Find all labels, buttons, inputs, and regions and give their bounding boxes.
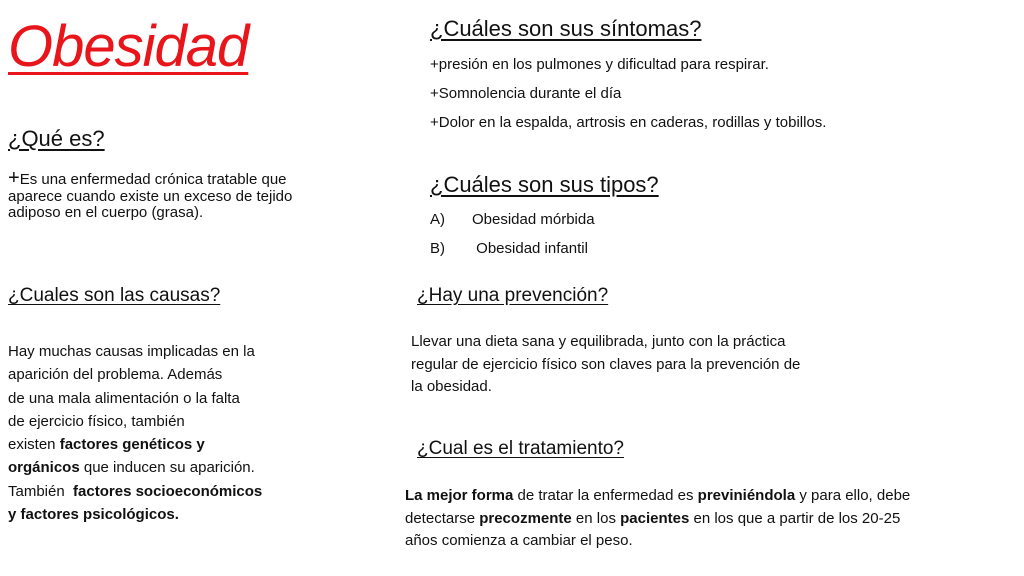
tipo-text-b: Obesidad infantil [472, 240, 588, 257]
tipo-letter-b: B) [430, 240, 445, 257]
tratamiento-line-2-a: detectarse [405, 509, 480, 527]
causas-heading: ¿Cuales son las causas? [8, 285, 221, 306]
causas-line-1: Hay muchas causas implicadas en la [8, 343, 255, 360]
prevencion-heading: ¿Hay una prevención? [417, 285, 609, 306]
tratamiento-line-2-e: en los que a partir de los 20-25 [689, 509, 901, 527]
prevencion-text [411, 331, 800, 399]
sintoma-item-1: +presión en los pulmones y dificultad para respirar. [430, 56, 769, 73]
prevencion-line-3: la obesidad. [411, 378, 492, 395]
tipo-item-b [430, 240, 588, 257]
sintomas-heading: ¿Cuáles son sus síntomas? [430, 16, 702, 41]
causas-line-6 [8, 456, 262, 479]
causas-line-8: y factores psicológicos. [8, 506, 179, 524]
causas-line-6-a: orgánicos [8, 459, 80, 477]
tipos-heading: ¿Cuáles son sus tipos? [430, 172, 659, 197]
sintoma-item-2: +Somnolencia durante el día [430, 85, 622, 102]
causas-line-6-b: que inducen su aparición. [79, 459, 255, 477]
causas-line-4: de ejercicio físico, también [8, 412, 185, 430]
tratamiento-line-1-b: de tratar la enfermedad es [513, 487, 698, 504]
causas-line-5 [8, 433, 262, 456]
que-es-line-3: adiposo en el cuerpo (grasa). [8, 203, 204, 221]
prevencion-line-2: regular de ejercicio físico son claves para la prevención de [411, 355, 801, 373]
que-es-text [8, 168, 353, 221]
causas-line-3: de una mala alimentación o la falta [8, 389, 240, 407]
tipo-letter-a: A) [430, 211, 445, 228]
tratamiento-text [405, 485, 910, 553]
tratamiento-line-1-d: y para ello, debe [795, 487, 911, 504]
causas-text [8, 340, 262, 526]
causas-line-5-b: factores genéticos y [59, 436, 205, 454]
causas-line-7 [8, 480, 262, 503]
causas-line-5-a: existen [8, 436, 60, 454]
tratamiento-line-3: años comienza a cambiar el peso. [405, 532, 633, 549]
causas-line-7-b: factores socioeconómicos [73, 482, 263, 500]
sintoma-item-3: +Dolor en la espalda, artrosis en caderas, rodillas y tobillos. [430, 114, 827, 131]
tipo-text-a: Obesidad mórbida [472, 211, 595, 228]
tratamiento-heading: ¿Cual es el tratamiento? [417, 438, 624, 459]
tratamiento-line-2-c: en los [571, 509, 621, 527]
causas-line-7-a: También [8, 482, 74, 500]
que-es-line-1: Es una enfermedad crónica tratable que [19, 171, 287, 188]
page-title: Obesidad [8, 14, 249, 79]
tratamiento-line-1-a: La mejor forma [405, 487, 514, 504]
tratamiento-line-2-b: precozmente [479, 509, 572, 527]
causas-line-2: aparición del problema. Además [8, 366, 223, 384]
tipo-item-a [430, 211, 595, 228]
tratamiento-line-1-c: previniéndola [697, 487, 796, 504]
tratamiento-line-2-d: pacientes [620, 509, 690, 527]
que-es-line-2: aparece cuando existe un exceso de tejido [8, 188, 293, 205]
tratamiento-line-2 [405, 508, 910, 531]
prevencion-line-1: Llevar una dieta sana y equilibrada, junto con la práctica [411, 333, 786, 350]
que-es-heading: ¿Qué es? [8, 126, 105, 151]
tratamiento-line-1 [405, 485, 910, 508]
plus-symbol: + [8, 167, 20, 189]
